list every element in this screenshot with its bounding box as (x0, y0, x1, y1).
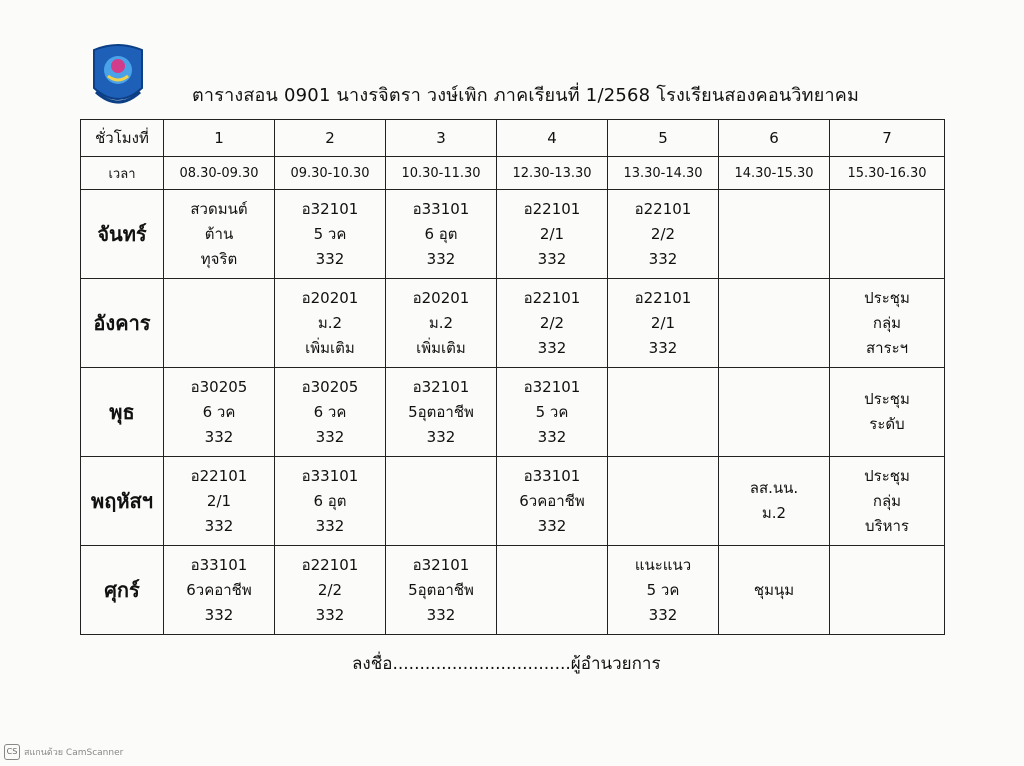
schedule-cell (608, 190, 719, 279)
cell-line: ลส.นน. (749, 479, 799, 497)
day-row (81, 190, 945, 279)
camscanner-watermark (4, 744, 123, 760)
cell-line: อ33101 (190, 555, 248, 574)
cell-line: กลุ่ม (872, 313, 902, 332)
schedule-cell (275, 457, 386, 546)
cell-line: 6 วค (202, 402, 236, 421)
cell-line: ทุจริต (200, 249, 238, 268)
cell-line: 332 (648, 338, 678, 357)
schedule-cell (497, 190, 608, 279)
schedule-cell (386, 457, 497, 546)
period-number: 2 (275, 120, 386, 157)
cell-line: ประชุม (864, 466, 910, 485)
schedule-cell (608, 546, 719, 635)
period-label: ชั่วโมงที่ (81, 120, 164, 157)
cell-line: 6วคอาชีพ (519, 491, 585, 510)
cell-line: 332 (426, 605, 456, 624)
schedule-cell (719, 546, 830, 635)
schedule-cell (386, 279, 497, 368)
time-slot: 13.30-14.30 (608, 157, 719, 190)
cell-line: 332 (648, 249, 678, 268)
time-row (81, 157, 945, 190)
period-header-row (81, 120, 945, 157)
day-name: จันทร์ (81, 190, 164, 279)
period-number: 4 (497, 120, 608, 157)
cell-line: ระดับ (869, 415, 905, 433)
cell-line: 332 (315, 249, 345, 268)
cell-line: อ33101 (523, 466, 581, 485)
cell-line: 332 (315, 427, 345, 446)
cell-line: อ22101 (523, 199, 581, 218)
cell-line: 332 (537, 427, 567, 446)
schedule-cell (164, 368, 275, 457)
page-title: ตารางสอน 0901 นางรจิตรา วงษ์เพิก ภาคเรียนที่ 1/2568 โรงเรียนสองคอนวิทยาคม (192, 85, 860, 106)
cell-line: อ32101 (412, 377, 470, 396)
schedule-cell (497, 279, 608, 368)
time-slot: 09.30-10.30 (275, 157, 386, 190)
cell-line: 332 (537, 338, 567, 357)
schedule-cell (719, 457, 830, 546)
schedule-cell (386, 190, 497, 279)
cell-line: 332 (315, 516, 345, 535)
camscanner-icon: CS (4, 744, 20, 760)
schedule-cell (497, 546, 608, 635)
cell-line: เพิ่มเติม (305, 338, 355, 357)
schedule-cell (275, 368, 386, 457)
day-name: พุธ (81, 368, 164, 457)
schedule-cell (164, 190, 275, 279)
schedule-cell (275, 190, 386, 279)
cell-line: 2/1 (539, 224, 565, 243)
schedule-cell (164, 457, 275, 546)
cell-line: 6 วค (313, 402, 347, 421)
cell-line: ชุมนุม (753, 580, 795, 599)
schedule-cell (275, 546, 386, 635)
cell-line: อ20201 (412, 288, 470, 307)
time-slot: 08.30-09.30 (164, 157, 275, 190)
schedule-cell (164, 546, 275, 635)
day-name: อังคาร (81, 279, 164, 368)
cell-line: 2/2 (317, 580, 343, 599)
time-slot: 14.30-15.30 (719, 157, 830, 190)
schedule-cell (608, 279, 719, 368)
cell-line: สวดมนต์ (190, 199, 248, 218)
cell-line: ม.2 (761, 504, 787, 522)
day-row (81, 368, 945, 457)
cell-line: อ20201 (301, 288, 359, 307)
day-name: ศุกร์ (81, 546, 164, 635)
cell-line: 2/2 (539, 313, 565, 332)
schedule-cell (386, 546, 497, 635)
cell-line: อ32101 (301, 199, 359, 218)
cell-line: 2/1 (650, 313, 676, 332)
cell-line: 332 (204, 427, 234, 446)
period-number: 1 (164, 120, 275, 157)
cell-line: บริหาร (865, 516, 909, 535)
cell-line: อ32101 (523, 377, 581, 396)
day-row (81, 546, 945, 635)
period-number: 7 (830, 120, 945, 157)
schedule-cell (608, 457, 719, 546)
schedule-cell (830, 368, 945, 457)
schedule-cell (830, 190, 945, 279)
cell-line: เพิ่มเติม (416, 338, 466, 357)
cell-line: 6วคอาชีพ (186, 580, 252, 599)
cell-line: 332 (537, 249, 567, 268)
cell-line: ประชุม (864, 288, 910, 307)
schedule-cell (386, 368, 497, 457)
cell-line: อ22101 (634, 288, 692, 307)
period-number: 3 (386, 120, 497, 157)
time-slot: 10.30-11.30 (386, 157, 497, 190)
time-slot: 15.30-16.30 (830, 157, 945, 190)
schedule-cell (497, 457, 608, 546)
schedule-cell (497, 368, 608, 457)
day-row (81, 279, 945, 368)
schedule-cell (275, 279, 386, 368)
cell-line: 332 (315, 605, 345, 624)
cell-line: 6 อุต (424, 224, 458, 243)
cell-line: 5 วค (313, 224, 347, 243)
time-label: เวลา (81, 157, 164, 190)
cell-line: 5 วค (646, 580, 680, 599)
cell-line: 5อุตอาชีพ (408, 402, 474, 421)
time-slot: 12.30-13.30 (497, 157, 608, 190)
schedule-cell (719, 368, 830, 457)
cell-line: ต้าน (204, 224, 234, 243)
cell-line: อ30205 (190, 377, 248, 396)
cell-line: อ33101 (412, 199, 470, 218)
cell-line: ม.2 (317, 313, 343, 332)
cell-line: อ30205 (301, 377, 359, 396)
school-logo (86, 40, 150, 116)
cell-line: 332 (426, 249, 456, 268)
schedule-cell (608, 368, 719, 457)
cell-line: 332 (648, 605, 678, 624)
cell-line: แนะแนว (634, 555, 692, 574)
schedule-cell (719, 190, 830, 279)
cell-line: 332 (537, 516, 567, 535)
signature-line: ลงชื่อ.................................ผู้อำนวยการ (352, 654, 661, 674)
timetable (80, 119, 945, 635)
cell-line: 5 วค (535, 402, 569, 421)
cell-line: 332 (204, 605, 234, 624)
cell-line: อ33101 (301, 466, 359, 485)
schedule-cell (164, 279, 275, 368)
camscanner-text: สแกนด้วย CamScanner (24, 748, 124, 758)
schedule-cell (719, 279, 830, 368)
cell-line: 332 (426, 427, 456, 446)
day-row (81, 457, 945, 546)
cell-line: อ22101 (301, 555, 359, 574)
schedule-cell (830, 279, 945, 368)
cell-line: สาระฯ (865, 338, 909, 357)
period-number: 6 (719, 120, 830, 157)
cell-line: กลุ่ม (872, 491, 902, 510)
cell-line: 6 อุต (313, 491, 347, 510)
cell-line: อ22101 (523, 288, 581, 307)
cell-line: อ32101 (412, 555, 470, 574)
cell-line: 2/1 (206, 491, 232, 510)
day-name: พฤหัสฯ (81, 457, 164, 546)
schedule-cell (830, 457, 945, 546)
cell-line: 332 (204, 516, 234, 535)
period-number: 5 (608, 120, 719, 157)
cell-line: อ22101 (634, 199, 692, 218)
schedule-cell (830, 546, 945, 635)
cell-line: 5อุตอาชีพ (408, 580, 474, 599)
cell-line: ประชุม (864, 390, 910, 408)
cell-line: อ22101 (190, 466, 248, 485)
cell-line: ม.2 (428, 313, 454, 332)
cell-line: 2/2 (650, 224, 676, 243)
